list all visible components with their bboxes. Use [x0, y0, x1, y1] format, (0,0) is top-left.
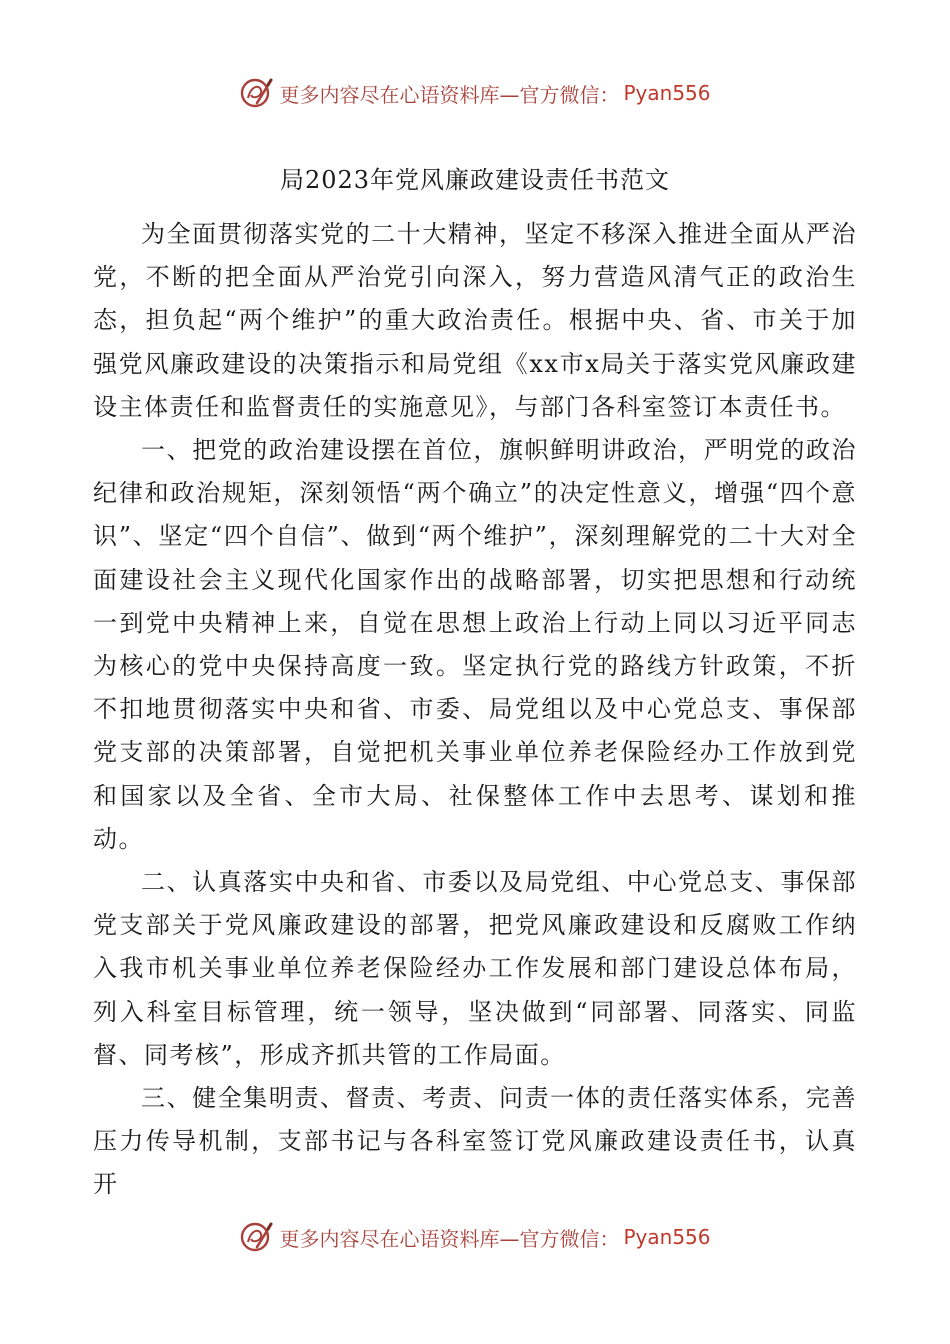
- footer-banner: [0, 1217, 950, 1257]
- document-title: 局2023年党风廉政建设责任书范文: [279, 166, 671, 194]
- banner-text: 更多内容尽在心语资料库—官方微信：: [279, 82, 620, 107]
- paragraph-item-2: 二、认真落实中央和省、市委以及局党组、中心党总支、事保部党支部关于党风廉政建设的部署，把党风廉政建设和反腐败工作纳入我市机关事业单位养老保险经办工作发展和部门建设总体布局，列入科室目标管理，统一领导，坚决做到“同部署、同落实、同监督、同考核”，形成齐抓共管的工作局面。: [93, 868, 857, 1069]
- banner-text: 更多内容尽在心语资料库—官方微信：: [279, 1226, 620, 1251]
- document-body: [93, 213, 857, 1207]
- paragraph-item-1: 一、把党的政治建设摆在首位，旗帜鲜明讲政治，严明党的政治纪律和政治规矩，深刻领悟“两个确立”的决定性意义，增强“四个意识”、坚定“四个自信”、做到“两个维护”，深刻理解党的二十大对全面建设社会主义现代化国家作出的战略部署，切实把思想和行动统一到党中央精神上来，自觉在思想上政治上行动上同以习近平同志为核心的党中央保持高度一致。坚定执行党的路线方针政策，不折不扣地贯彻落实中央和省、市委、局党组以及中心党总支、事保部党支部的决策部署，自觉把机关事业单位养老保险经办工作放到党和国家以及全省、全市大局、社保整体工作中去思考、谋划和推动。: [93, 436, 857, 853]
- banner-wechat-id: Pyan556: [623, 1225, 711, 1249]
- banner-wechat-id: Pyan556: [623, 81, 711, 105]
- signature-pen-logo-icon: [239, 1220, 273, 1254]
- paragraph-intro: 为全面贯彻落实党的二十大精神，坚定不移深入推进全面从严治党，不断的把全面从严治党引向深入，努力营造风清气正的政治生态，担负起“两个维护”的重大政治责任。根据中央、省、市关于加强党风廉政建设的决策指示和局党组《xx市x局关于落实党风廉政建设主体责任和监督责任的实施意见》，与部门各科室签订本责任书。: [93, 220, 857, 421]
- signature-pen-logo-icon: [239, 76, 273, 110]
- header-banner: [0, 73, 950, 113]
- paragraph-item-3: 三、健全集明责、督责、考责、问责一体的责任落实体系，完善压力传导机制，支部书记与各科室签订党风廉政建设责任书，认真开: [93, 1084, 857, 1199]
